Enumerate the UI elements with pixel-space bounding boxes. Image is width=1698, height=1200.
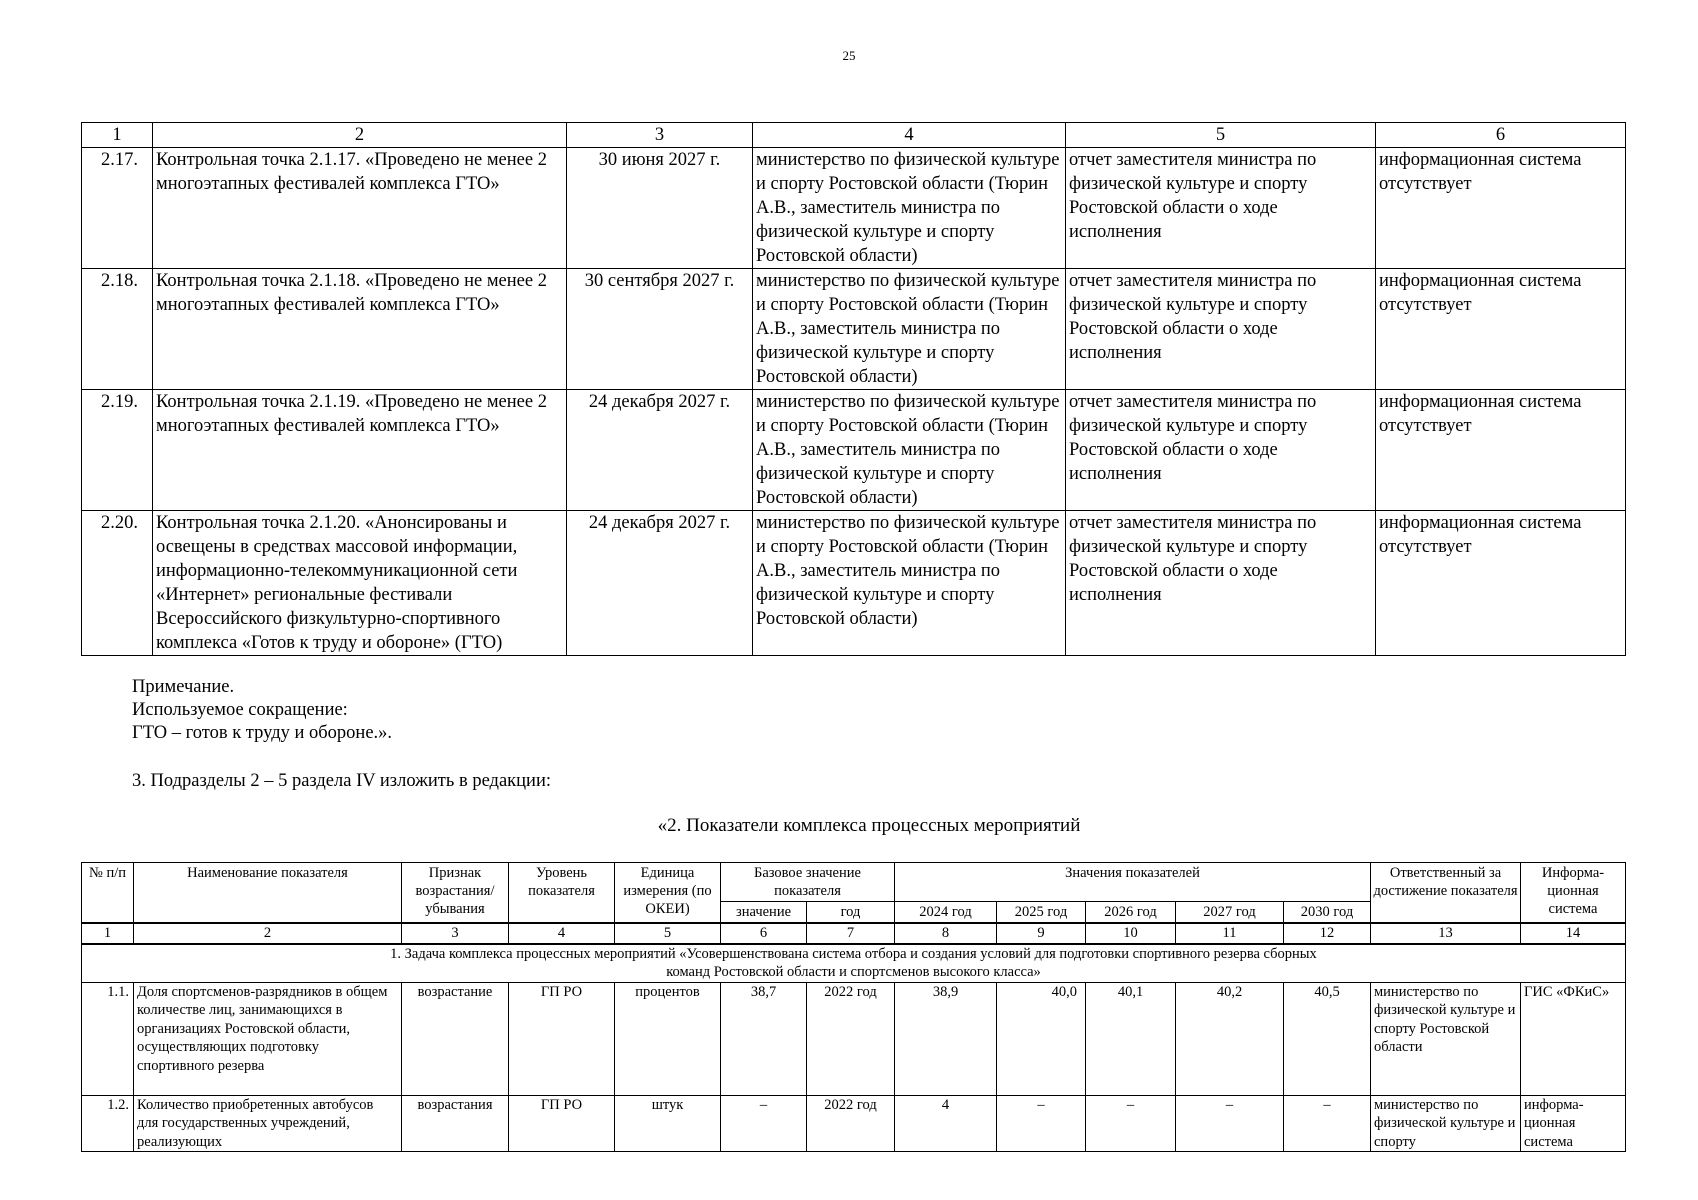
- information-system: информационная система отсутствует: [1376, 148, 1626, 269]
- header-level: Уровень показателя: [509, 863, 615, 924]
- indicator-name: Количество приобретенных автобусов для государственных учреждений, реализующих: [134, 1095, 402, 1152]
- column-number: 12: [1284, 923, 1371, 944]
- indicator-unit: процентов: [615, 982, 721, 1095]
- table-row: [82, 511, 1626, 656]
- column-header: 1: [82, 123, 153, 148]
- header-unit: Единица измерения (по ОКЕИ): [615, 863, 721, 924]
- note-title: Примечание.: [132, 677, 235, 697]
- note-abbreviation: ГТО – готов к труду и обороне.».: [132, 723, 393, 743]
- header-2030: 2030 год: [1284, 902, 1371, 924]
- due-date: 24 декабря 2027 г.: [567, 511, 753, 656]
- header-name: Наименование показателя: [134, 863, 402, 924]
- task-title: 1. Задача комплекса процессных мероприятий «Усовершенствована система отбора и создания условий для подготовки спортивного резерва сборных команд Ростовской области и спортсменов высокого класса»: [82, 944, 1626, 983]
- column-number: 8: [895, 923, 997, 944]
- value-2027: 40,2: [1176, 982, 1284, 1095]
- control-point-name: Контрольная точка 2.1.20. «Анонсированы и освещены в средствах массовой информации, информационно-телекоммуникационной сети «Интернет» региональные фестивали Всероссийского физкультурно-спортивного комплекса «Готов к труду и обороне» (ГТО): [153, 511, 567, 656]
- amendment-text: 3. Подразделы 2 – 5 раздела IV изложить в редакции:: [132, 771, 551, 791]
- row-number: 2.20.: [82, 511, 153, 656]
- header-values: Значения показателей: [895, 863, 1371, 902]
- page-number: 25: [842, 48, 856, 63]
- due-date: 30 сентября 2027 г.: [567, 269, 753, 390]
- responsible: министерство по физической культуре и спорту Ростовской области (Тюрин А.В., заместитель министра по физической культуре и спорту Ростовской области): [753, 269, 1066, 390]
- column-number: 5: [615, 923, 721, 944]
- row-number: 1.2.: [82, 1095, 134, 1152]
- indicator-level: ГП РО: [509, 982, 615, 1095]
- column-number: 7: [807, 923, 895, 944]
- indicator-unit: штук: [615, 1095, 721, 1152]
- indicator-name: Доля спортсменов-разрядников в общем количестве лиц, занимающихся в организациях Ростовской области, осуществляющих подготовку спортивного резерва: [134, 982, 402, 1095]
- due-date: 24 декабря 2027 г.: [567, 390, 753, 511]
- responsible: министерство по физической культуре и спорту Ростовской области (Тюрин А.В., заместитель министра по физической культуре и спорту Ростовской области): [753, 390, 1066, 511]
- control-point-name: Контрольная точка 2.1.17. «Проведено не менее 2 многоэтапных фестивалей комплекса ГТО»: [153, 148, 567, 269]
- row-number: 1.1.: [82, 982, 134, 1095]
- value-2024: 38,9: [895, 982, 997, 1095]
- base-year: 2022 год: [807, 1095, 895, 1152]
- value-2026: –: [1086, 1095, 1176, 1152]
- header-num: № п/п: [82, 863, 134, 924]
- indicator-sign: возрастания: [402, 1095, 509, 1152]
- table-header-row: [82, 863, 1626, 902]
- control-points-table: [81, 122, 1626, 656]
- control-point-name: Контрольная точка 2.1.18. «Проведено не менее 2 многоэтапных фестивалей комплекса ГТО»: [153, 269, 567, 390]
- column-number: 13: [1371, 923, 1521, 944]
- header-2026: 2026 год: [1086, 902, 1176, 924]
- column-header: 2: [153, 123, 567, 148]
- note-subtitle: Используемое сокращение:: [132, 700, 348, 720]
- row-number: 2.17.: [82, 148, 153, 269]
- confirming-document: отчет заместителя министра по физической культуре и спорту Ростовской области о ходе исполнения: [1066, 148, 1376, 269]
- indicator-level: ГП РО: [509, 1095, 615, 1152]
- indicator-responsible: министерство по физической культуре и спорту Ростовской области: [1371, 982, 1521, 1095]
- column-header: 6: [1376, 123, 1626, 148]
- base-value: 38,7: [721, 982, 807, 1095]
- information-system: информационная система отсутствует: [1376, 390, 1626, 511]
- responsible: министерство по физической культуре и спорту Ростовской области (Тюрин А.В., заместитель министра по физической культуре и спорту Ростовской области): [753, 148, 1066, 269]
- column-number: 4: [509, 923, 615, 944]
- header-base-year: год: [807, 902, 895, 924]
- value-2027: –: [1176, 1095, 1284, 1152]
- indicator-sign: возрастание: [402, 982, 509, 1095]
- section-title: «2. Показатели комплекса процессных мероприятий: [657, 815, 1081, 836]
- table-row: [82, 1095, 1626, 1152]
- task-row: [82, 944, 1626, 983]
- header-sign: Признак возрастания/ убывания: [402, 863, 509, 924]
- table-row: [82, 390, 1626, 511]
- value-2030: 40,5: [1284, 982, 1371, 1095]
- row-number: 2.18.: [82, 269, 153, 390]
- base-value: –: [721, 1095, 807, 1152]
- column-header: 3: [567, 123, 753, 148]
- header-base: Базовое значение показателя: [721, 863, 895, 902]
- indicators-table: [81, 862, 1626, 1152]
- table-row: [82, 982, 1626, 1095]
- column-number: 10: [1086, 923, 1176, 944]
- column-number: 3: [402, 923, 509, 944]
- value-2024: 4: [895, 1095, 997, 1152]
- table-row: [82, 269, 1626, 390]
- column-number: 14: [1521, 923, 1626, 944]
- confirming-document: отчет заместителя министра по физической культуре и спорту Ростовской области о ходе исполнения: [1066, 269, 1376, 390]
- table-row: [82, 148, 1626, 269]
- column-header: 5: [1066, 123, 1376, 148]
- table-header-row: [82, 123, 1626, 148]
- control-point-name: Контрольная точка 2.1.19. «Проведено не менее 2 многоэтапных фестивалей комплекса ГТО»: [153, 390, 567, 511]
- due-date: 30 июня 2027 г.: [567, 148, 753, 269]
- column-number: 9: [997, 923, 1086, 944]
- row-number: 2.19.: [82, 390, 153, 511]
- responsible: министерство по физической культуре и спорту Ростовской области (Тюрин А.В., заместитель министра по физической культуре и спорту Ростовской области): [753, 511, 1066, 656]
- column-number: 2: [134, 923, 402, 944]
- column-number: 11: [1176, 923, 1284, 944]
- column-number: 6: [721, 923, 807, 944]
- indicator-responsible: министерство по физической культуре и спорту: [1371, 1095, 1521, 1152]
- base-year: 2022 год: [807, 982, 895, 1095]
- information-system: информационная система отсутствует: [1376, 511, 1626, 656]
- value-2026: 40,1: [1086, 982, 1176, 1095]
- value-2025: –: [997, 1095, 1086, 1152]
- confirming-document: отчет заместителя министра по физической культуре и спорту Ростовской области о ходе исполнения: [1066, 390, 1376, 511]
- confirming-document: отчет заместителя министра по физической культуре и спорту Ростовской области о ходе исполнения: [1066, 511, 1376, 656]
- value-2030: –: [1284, 1095, 1371, 1152]
- header-2027: 2027 год: [1176, 902, 1284, 924]
- note-block: [132, 676, 392, 745]
- header-base-value: значение: [721, 902, 807, 924]
- indicator-system: ГИС «ФКиС»: [1521, 982, 1626, 1095]
- column-header: 4: [753, 123, 1066, 148]
- header-responsible: Ответственный за достижение показателя: [1371, 863, 1521, 924]
- header-system: Информа-ционная система: [1521, 863, 1626, 924]
- value-2025: 40,0: [997, 982, 1086, 1095]
- indicator-system: информа-ционная система: [1521, 1095, 1626, 1152]
- column-number: 1: [82, 923, 134, 944]
- header-2025: 2025 год: [997, 902, 1086, 924]
- information-system: информационная система отсутствует: [1376, 269, 1626, 390]
- header-2024: 2024 год: [895, 902, 997, 924]
- column-number-row: [82, 923, 1626, 944]
